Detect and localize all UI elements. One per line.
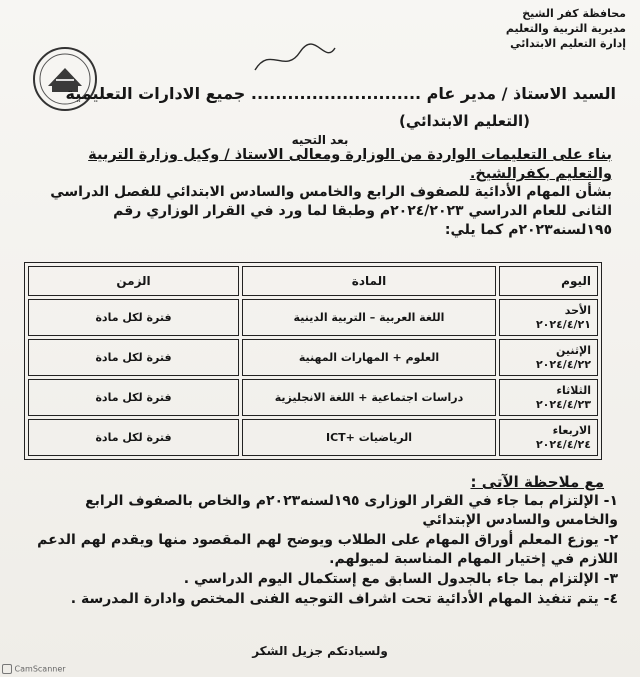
time-cell: فترة لكل مادة <box>28 299 239 336</box>
schedule-table <box>24 262 602 460</box>
table-row <box>28 339 598 376</box>
scanner-watermark-text: CamScanner <box>14 664 66 674</box>
day-date: ٢٠٢٤/٤/٢١ <box>535 317 591 331</box>
addressee-subtitle: (التعليم الابتدائي) <box>399 112 530 130</box>
notes-list <box>20 492 618 610</box>
day-name: الاربعاء <box>552 423 591 437</box>
notes-title: مع ملاحظة الآتى : <box>470 473 604 491</box>
time-cell: فترة لكل مادة <box>28 379 239 416</box>
subject-cell: العلوم + المهارات المهنية <box>242 339 496 376</box>
scanner-watermark <box>2 664 66 674</box>
governorate-line: محافظة كفر الشيخ <box>522 7 626 20</box>
department-line: إدارة التعليم الابتدائي <box>510 37 626 50</box>
intro-paragraph: بناء على التعليمات الواردة من الوزارة ومعالى الاستاذ / وكيل وزارة التربية والتعليم بكفرالشيخ. <box>88 147 612 182</box>
day-cell <box>499 379 598 416</box>
table-row <box>28 419 598 456</box>
day-cell <box>499 419 598 456</box>
greeting: بعد التحيه <box>291 133 349 147</box>
note-item: ٢- يوزع المعلم أوراق المهام على الطلاب ويوضح لهم المقصود منها ويقدم لهم الدعم اللازم في إختيار المهام المناسبة لميولهم. <box>37 532 618 567</box>
note-item: ٣- الإلتزام بما جاء بالجدول السابق مع إستكمال اليوم الدراسي . <box>183 571 618 587</box>
day-name: الإثنين <box>556 343 591 357</box>
col-header-subject: المادة <box>242 266 496 296</box>
addressee-line: السيد الاستاذ / مدير عام ............................ جميع الادارات التعليمية <box>65 84 616 103</box>
col-header-time: الزمن <box>28 266 239 296</box>
table-row <box>28 379 598 416</box>
scanner-logo-icon <box>2 664 12 674</box>
table-row <box>28 299 598 336</box>
day-date: ٢٠٢٤/٤/٢٢ <box>535 357 591 371</box>
day-cell <box>499 299 598 336</box>
day-date: ٢٠٢٤/٤/٢٣ <box>535 397 591 411</box>
col-header-day: اليوم <box>499 266 598 296</box>
day-name: الأحد <box>564 303 591 317</box>
note-item: ٤- يتم تنفيذ المهام الأدائية تحت اشراف التوجيه الفنى المختص وادارة المدرسة . <box>70 591 618 607</box>
letterhead <box>366 6 626 51</box>
day-name: الثلاثاء <box>556 383 591 397</box>
time-cell: فترة لكل مادة <box>28 339 239 376</box>
table-header-row <box>28 266 598 296</box>
directorate-line: مديرية التربية والتعليم <box>505 22 626 35</box>
ministry-seal-icon <box>30 44 100 114</box>
day-cell <box>499 339 598 376</box>
note-item: ١- الإلتزام بما جاء في القرار الوزارى ١٩٥لسنه٢٠٢٣م والخاص بالصفوف الرابع والخامس والسادس الإبتدائي <box>85 493 618 528</box>
handwritten-signature <box>250 40 340 80</box>
time-cell: فترة لكل مادة <box>28 419 239 456</box>
day-date: ٢٠٢٤/٤/٢٤ <box>535 437 591 451</box>
closing-line: ولسيادتكم جزيل الشكر <box>252 644 388 658</box>
body-paragraph: بشأن المهام الأدائية للصفوف الرابع والخامس والسادس الابتدائي للفصل الدراسي الثانى للعام الدراسي ٢٠٢٤/٢٠٢٣م وطبقا لما ورد في القرار الوزاري رقم ١٩٥لسنه٢٠٢٣م كما يلي: <box>50 184 612 238</box>
subject-cell: دراسات اجتماعية + اللغة الانجليزية <box>242 379 496 416</box>
subject-cell: الرياضيات +ICT <box>242 419 496 456</box>
subject-cell: اللغة العربية – التربية الدينية <box>242 299 496 336</box>
